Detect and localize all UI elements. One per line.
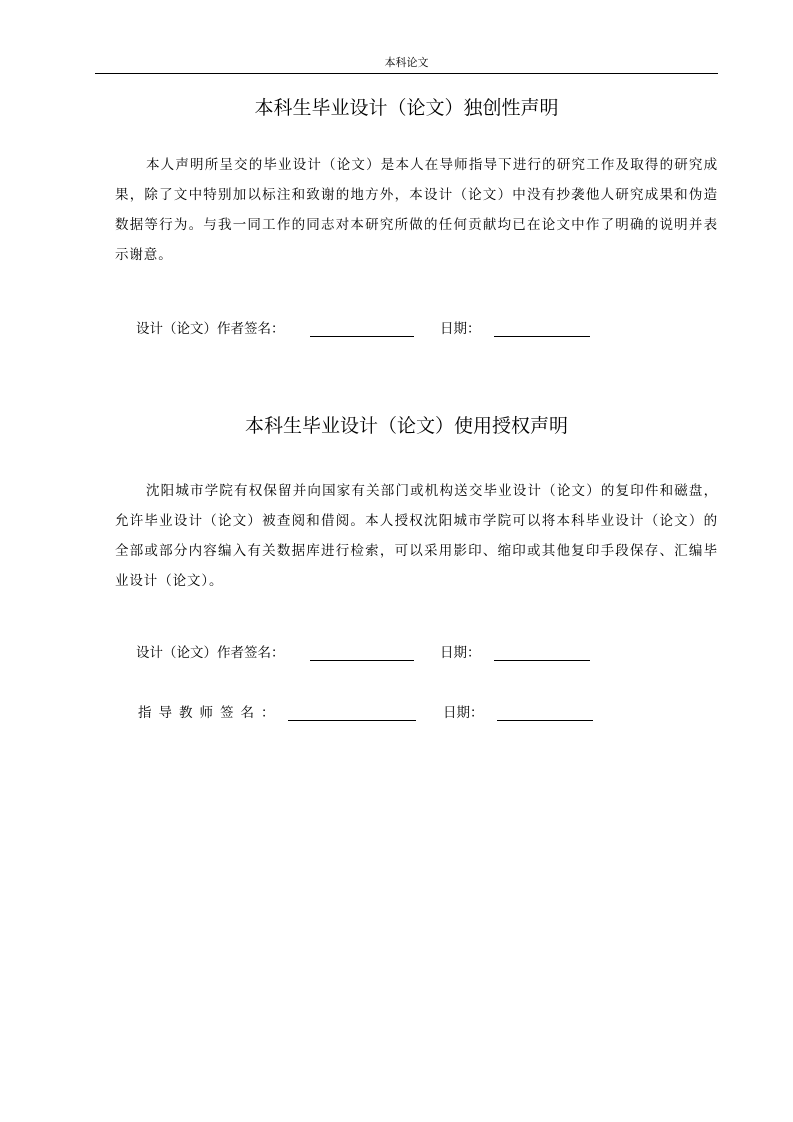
advisor-signature-row: [138, 703, 618, 727]
authorization-title: 本科生毕业设计（论文）使用授权声明: [244, 415, 568, 437]
author-date-label: 日期：: [440, 321, 481, 337]
author-date-field[interactable]: [494, 336, 590, 337]
authorization-author-signature-row: [136, 643, 616, 667]
author-signature-field[interactable]: [310, 660, 414, 661]
author-date-field[interactable]: [494, 660, 590, 661]
author-signature-label: 设计（论文）作者签名：: [136, 321, 285, 337]
authorization-body: 沈阳城市学院有权保留并向国家有关部门或机构送交毕业设计（论文）的复印件和磁盘，允许毕业设计（论文）被查阅和借阅。本人授权沈阳城市学院可以将本科毕业设计（论文）的全部或部分内容编入有关数据库进行检索，可以采用影印、缩印或其他复印手段保存、汇编毕业设计（论文）。: [115, 483, 718, 589]
author-date-label: 日期：: [440, 645, 481, 661]
originality-body: 本人声明所呈交的毕业设计（论文）是本人在导师指导下进行的研究工作及取得的研究成果，除了文中特别加以标注和致谢的地方外，本设计（论文）中没有抄袭他人研究成果和伪造数据等行为。与我一同工作的同志对本研究所做的任何贡献均已在论文中作了明确的说明并表示谢意。: [115, 157, 718, 263]
header-divider: [95, 73, 718, 74]
author-signature-label: 设计（论文）作者签名：: [136, 645, 285, 661]
originality-title: 本科生毕业设计（论文）独创性声明: [254, 97, 559, 119]
advisor-date-label: 日期：: [443, 705, 484, 721]
advisor-signature-field[interactable]: [288, 720, 416, 721]
advisor-signature-label: 指导教师签名：: [138, 705, 282, 721]
advisor-date-field[interactable]: [497, 720, 593, 721]
header-label: 本科论文: [384, 56, 429, 69]
originality-signature-row: [136, 319, 616, 343]
author-signature-field[interactable]: [310, 336, 414, 337]
